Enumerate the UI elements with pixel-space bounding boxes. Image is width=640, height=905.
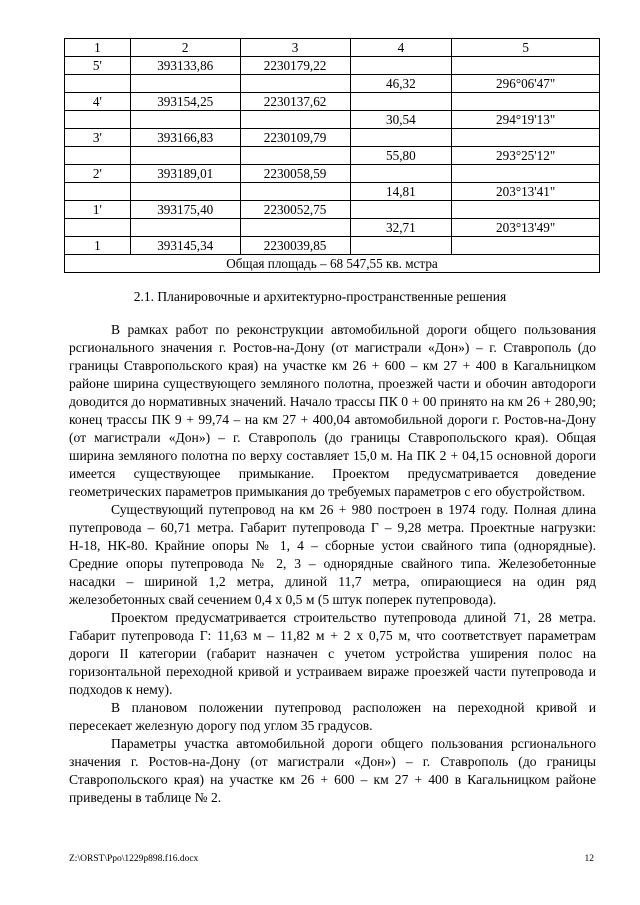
- table-row: [65, 201, 600, 219]
- table-cell: 2230109,79: [240, 129, 350, 147]
- table-cell: 294°19'13": [452, 111, 600, 129]
- table-cell: [350, 129, 452, 147]
- table-cell: [240, 75, 350, 93]
- table-cell: 203°13'41": [452, 183, 600, 201]
- table-header-cell: 3: [240, 39, 350, 57]
- table-cell: [130, 147, 240, 165]
- table-header-cell: 2: [130, 39, 240, 57]
- table-cell: 2': [65, 165, 131, 183]
- table-cell: 2230058,59: [240, 165, 350, 183]
- table-cell: [452, 201, 600, 219]
- table-cell: [240, 111, 350, 129]
- table-cell: [240, 219, 350, 237]
- table-cell: [130, 183, 240, 201]
- table-cell: 3': [65, 129, 131, 147]
- table-cell: [130, 111, 240, 129]
- table-cell: [240, 147, 350, 165]
- table-cell: 2230039,85: [240, 237, 350, 255]
- body-text: [69, 321, 596, 807]
- table-cell: 393154,25: [130, 93, 240, 111]
- coordinates-table: [64, 38, 600, 273]
- table-row: [65, 93, 600, 111]
- table-header-cell: 1: [65, 39, 131, 57]
- table-row: [65, 237, 600, 255]
- table-cell: 4': [65, 93, 131, 111]
- coordinates-table-body: [65, 39, 600, 273]
- table-cell: 393175,40: [130, 201, 240, 219]
- table-cell: 2230179,22: [240, 57, 350, 75]
- table-cell: [350, 201, 452, 219]
- table-cell: 2230052,75: [240, 201, 350, 219]
- table-cell: [452, 165, 600, 183]
- table-row: [65, 147, 600, 165]
- table-cell: [452, 57, 600, 75]
- table-row: [65, 183, 600, 201]
- table-cell: 296°06'47": [452, 75, 600, 93]
- table-row: [65, 57, 600, 75]
- table-cell: [350, 57, 452, 75]
- table-cell: [65, 183, 131, 201]
- table-cell: [452, 129, 600, 147]
- table-cell: 2230137,62: [240, 93, 350, 111]
- table-cell: 32,71: [350, 219, 452, 237]
- table-row: [65, 165, 600, 183]
- paragraph: В рамках работ по реконструкции автомобильной дороги общего пользования рсгионального значения г. Ростов-на-Дону (от магистрали «Дон») – г. Ставрополь (до границы Ставропольского края) на участке км 26 + 600 – км 27 + 400 в Кагальницком районе ширина существующего земляного полотна, проезжей части и обочин автодороги доводится до нормативных значений. Начало трассы ПК 0 + 00 принято на км 26 + 280,90; конец трассы ПК 9 + 99,74 – на км 27 + 400,04 автомобильной дороги г. Ростов-на-Дону (от магистрали «Дон») – г. Ставрополь (до границы Ставропольского края). Общая ширина земляного полотна по верху составляет 15,0 м. На ПК 2 + 04,15 основной дороги имеется существующее примыкание. Проектом предусматривается доведение геометрических параметров примыкания до требуемых параметров с его обустройством.: [69, 322, 596, 499]
- table-header-cell: 5: [452, 39, 600, 57]
- table-row: [65, 219, 600, 237]
- table-cell: [130, 219, 240, 237]
- table-cell: 30,54: [350, 111, 452, 129]
- table-cell: [350, 237, 452, 255]
- table-cell: 55,80: [350, 147, 452, 165]
- table-cell: 393133,86: [130, 57, 240, 75]
- table-cell: [65, 147, 131, 165]
- table-cell: 393166,83: [130, 129, 240, 147]
- section-heading: 2.1. Планировочные и архитектурно-пространственные решения: [133, 289, 507, 304]
- paragraph: В плановом положении путепровод расположен на переходной кривой и пересекает железную дорогу под углом 35 градусов.: [69, 700, 596, 733]
- table-cell: 393189,01: [130, 165, 240, 183]
- table-cell: [130, 75, 240, 93]
- table-cell: [350, 165, 452, 183]
- total-area-cell: Общая площадь – 68 547,55 кв. мстра: [65, 255, 600, 273]
- paragraph: Параметры участка автомобильной дороги общего пользования рсгионального значения г. Ростов-на-Дону (от магистрали «Дон») – г. Ставрополь (до границы Ставропольского края) на участке км 26 + 600 – км 27 + 400 в Кагальницком районе приведены в таблице № 2.: [69, 736, 596, 805]
- table-total-row: [65, 255, 600, 273]
- paragraph: Существующий путепровод на км 26 + 980 построен в 1974 году. Полная длина путепровода – 60,71 метра. Габарит путепровода Г – 9,28 метра. Проектные нагрузки: Н-18, НК-80. Крайние опоры № 1, 4 – сборные устои свайного типа (однорядные). Средние опоры путепровода № 2, 3 – однорядные свайного типа. Железобетонные насадки – шириной 1,2 метра, длиной 11,7 метра, опирающиеся на один ряд железобетонных свай сечением 0,4 х 0,5 м (5 штук поперек путепровода).: [69, 502, 596, 607]
- table-cell: 5': [65, 57, 131, 75]
- table-cell: 14,81: [350, 183, 452, 201]
- table-row: [65, 129, 600, 147]
- table-row: [65, 75, 600, 93]
- paragraph: Проектом предусматривается строительство путепровода длиной 71, 28 метра. Габарит путепровода Г: 11,63 м – 11,82 м + 2 х 0,75 м, что соответствует параметрам дороги II категории (габарит назначен с учетом устройства уширения полос на горизонтальной переходной кривой и устраиваем вираже проезжей части путепровода и подходов к нему).: [69, 610, 596, 697]
- table-cell: [65, 111, 131, 129]
- footer-file-path: Z:\ORST\Ppo\1229p898.f16.docx: [69, 854, 199, 864]
- page-number: 12: [584, 854, 594, 864]
- table-header-row: [65, 39, 600, 57]
- table-cell: [350, 93, 452, 111]
- table-cell: 393145,34: [130, 237, 240, 255]
- table-cell: [452, 237, 600, 255]
- table-cell: [65, 219, 131, 237]
- table-header-cell: 4: [350, 39, 452, 57]
- table-cell: 203°13'49": [452, 219, 600, 237]
- table-cell: [452, 93, 600, 111]
- table-cell: [65, 75, 131, 93]
- table-cell: [240, 183, 350, 201]
- table-cell: 293°25'12": [452, 147, 600, 165]
- table-cell: 1: [65, 237, 131, 255]
- table-cell: 46,32: [350, 75, 452, 93]
- table-cell: 1': [65, 201, 131, 219]
- table-row: [65, 111, 600, 129]
